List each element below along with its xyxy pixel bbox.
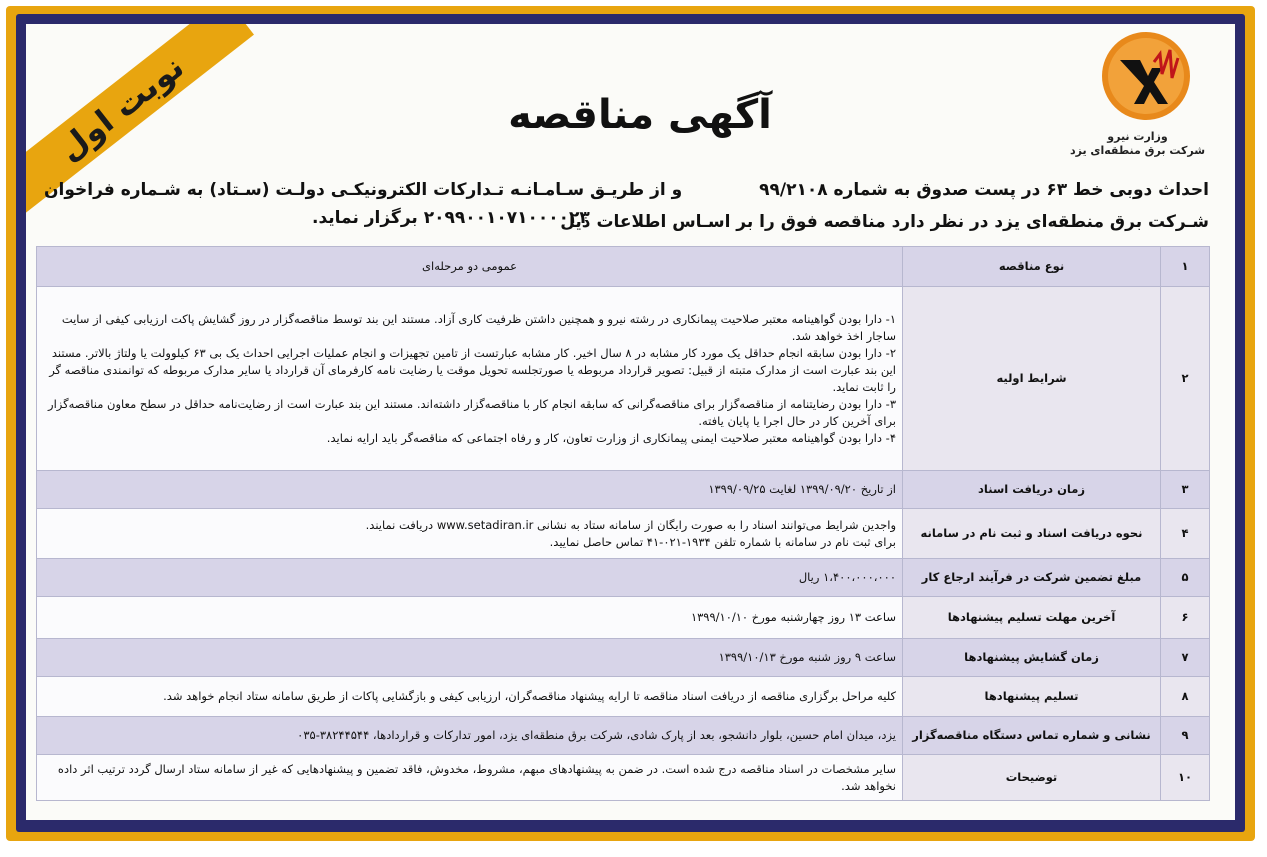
row-number: ۳ — [1161, 471, 1210, 509]
organization-name — [1060, 130, 1215, 158]
registration-text: برای ثبت نام در سامانه با شماره تلفن ۱۹۳۴-۰۲۱-۴۱ تماس حاصل نمایید. — [549, 534, 896, 549]
intro-line-2-right: شـرکت برق منطقه‌ای یزد در نظر دارد مناقصه فوق را بر اسـاس اطلاعات ذیل — [560, 212, 1209, 232]
row-number: ۵ — [1161, 559, 1210, 597]
conditions-cell — [37, 287, 903, 471]
intro-line-2-left: ۲۰۹۹۰۰۱۰۷۱۰۰۰۰۲۳ برگزار نماید. — [312, 208, 590, 228]
row-label: زمان دریافت اسناد — [903, 471, 1161, 509]
table-row — [37, 247, 1210, 287]
table-row — [37, 471, 1210, 509]
condition-item: ۱- دارا بودن گواهینامه معتبر صلاحیت پیمانکاری در رشته نیرو و همچنین داشتن ظرفیت کاری آزاد. مستند این بند توسط مناقصه‌گزار در روز گشایش پاکت ارزیابی کیفی از سایت ساجار اخذ خواهد شد. — [61, 311, 896, 343]
company-logo-icon — [1100, 30, 1192, 122]
row-number: ۴ — [1161, 509, 1210, 559]
row-number: ۲ — [1161, 287, 1210, 471]
table-row — [37, 559, 1210, 597]
company-name: شرکت برق منطقه‌ای یزد — [1069, 144, 1206, 157]
tender-info-table — [36, 246, 1210, 801]
row-label: نحوه دریافت اسناد و ثبت نام در سامانه — [903, 509, 1161, 559]
docs-download-text: واجدین شرایط می‌توانند اسناد را به صورت رایگان از سامانه ستاد به نشانی www.setadiran.ir دریافت نمایند. — [365, 517, 896, 532]
row-label: تسلیم پیشنهادها — [903, 677, 1161, 717]
row-label: نشانی و شماره تماس دستگاه مناقصه‌گزار — [903, 717, 1161, 755]
table-row — [37, 639, 1210, 677]
row-value: ۱،۴۰۰،۰۰۰،۰۰۰ ریال — [37, 559, 903, 597]
intro-line-1-left: و از طریـق سـامـانـه تـدارکات الکترونیکـی دولـت (سـتاد) به شـماره فراخوان — [44, 180, 683, 200]
row-label: مبلغ تضمین شرکت در فرآیند ارجاع کار — [903, 559, 1161, 597]
row-number: ۸ — [1161, 677, 1210, 717]
condition-item: ۳- دارا بودن رضایتنامه از مناقصه‌گزار برای مناقصه‌گرانی که سابقه انجام کار با مناقصه‌گزار داشته‌اند. مستند این بند عبارت است از رضایت‌نامه حداقل در سطح معاون مناقصه‌گزار برای آخرین کار در حال اجرا یا پایان یافته. — [48, 396, 896, 428]
table-row — [37, 287, 1210, 471]
row-label: نوع مناقصه — [903, 247, 1161, 287]
table-row — [37, 755, 1210, 801]
row-value: ساعت ۹ روز شنبه مورخ ۱۳۹۹/۱۰/۱۳ — [37, 639, 903, 677]
table-row — [37, 597, 1210, 639]
row-label: زمان گشایش پیشنهادها — [903, 639, 1161, 677]
row-value: عمومی دو مرحله‌ای — [37, 247, 903, 287]
row-number: ۷ — [1161, 639, 1210, 677]
row-value: ساعت ۱۳ روز چهارشنبه مورخ ۱۳۹۹/۱۰/۱۰ — [37, 597, 903, 639]
table-row — [37, 677, 1210, 717]
row-number: ۱۰ — [1161, 755, 1210, 801]
row-number: ۶ — [1161, 597, 1210, 639]
row-label: آخرین مهلت تسلیم پیشنهادها — [903, 597, 1161, 639]
ribbon-label: نوبت اول — [26, 24, 254, 219]
row-value: از تاریخ ۱۳۹۹/۰۹/۲۰ لغایت ۱۳۹۹/۰۹/۲۵ — [37, 471, 903, 509]
row-value: سایر مشخصات در اسناد مناقصه درج شده است. در ضمن به پیشنهادهای مبهم، مشروط، مخدوش، فاقد تضمین و پیشنهادهایی که غیر از سامانه ستاد ارسال گردد ترتیب اثر داده نخواهد شد. — [37, 755, 903, 801]
condition-item: ۲- دارا بودن سابقه انجام حداقل یک مورد کار مشابه در ۸ سال اخیر. کار مشابه عبارتست از تامین تجهیزات و انجام عملیات اجرایی احداث یک بی ۶۳ کیلوولت یا ولتاژ بالاتر. مستند این بند عبارت است از مدارک متبته از قبیل: تصویر قرارداد مربوطه یا صورتجلسه تحویل موقت یا رضایت نامه کارفرمای آن قرارداد یا سایر مدارک مربوطه که توانمندی مناقصه گر را ثابت نماید. — [49, 345, 896, 394]
condition-item: ۴- دارا بودن گواهینامه معتبر صلاحیت ایمنی پیمانکاری از وزارت تعاون، کار و رفاه اجتماعی که مناقصه‌گر باید ارایه نماید. — [326, 430, 896, 445]
table-row — [37, 717, 1210, 755]
row-value: کلیه مراحل برگزاری مناقصه از دریافت اسناد مناقصه تا ارایه پیشنهاد مناقصه‌گران، ارزیابی کیفی و بازگشایی پاکات از طریق سامانه ستاد انجام خواهد شد. — [37, 677, 903, 717]
table-row — [37, 509, 1210, 559]
intro-line-1-right: احداث دوبی خط ۶۳ در پست صدوق به شماره ۹۹/۲۱۰۸ — [759, 180, 1209, 200]
page-title: آگهی مناقصه — [508, 92, 772, 138]
row-label: توضیحات — [903, 755, 1161, 801]
row-value — [37, 509, 903, 559]
row-label: شرایط اولیه — [903, 287, 1161, 471]
row-number: ۱ — [1161, 247, 1210, 287]
row-number: ۹ — [1161, 717, 1210, 755]
row-value: یزد، میدان امام حسین، بلوار دانشجو، بعد از پارک شادی، شرکت برق منطقه‌ای یزد، امور تدارکات و قراردادها، ۳۸۲۴۴۵۴۴-۰۳۵ — [37, 717, 903, 755]
ministry-name: وزارت نیرو — [1107, 130, 1168, 143]
